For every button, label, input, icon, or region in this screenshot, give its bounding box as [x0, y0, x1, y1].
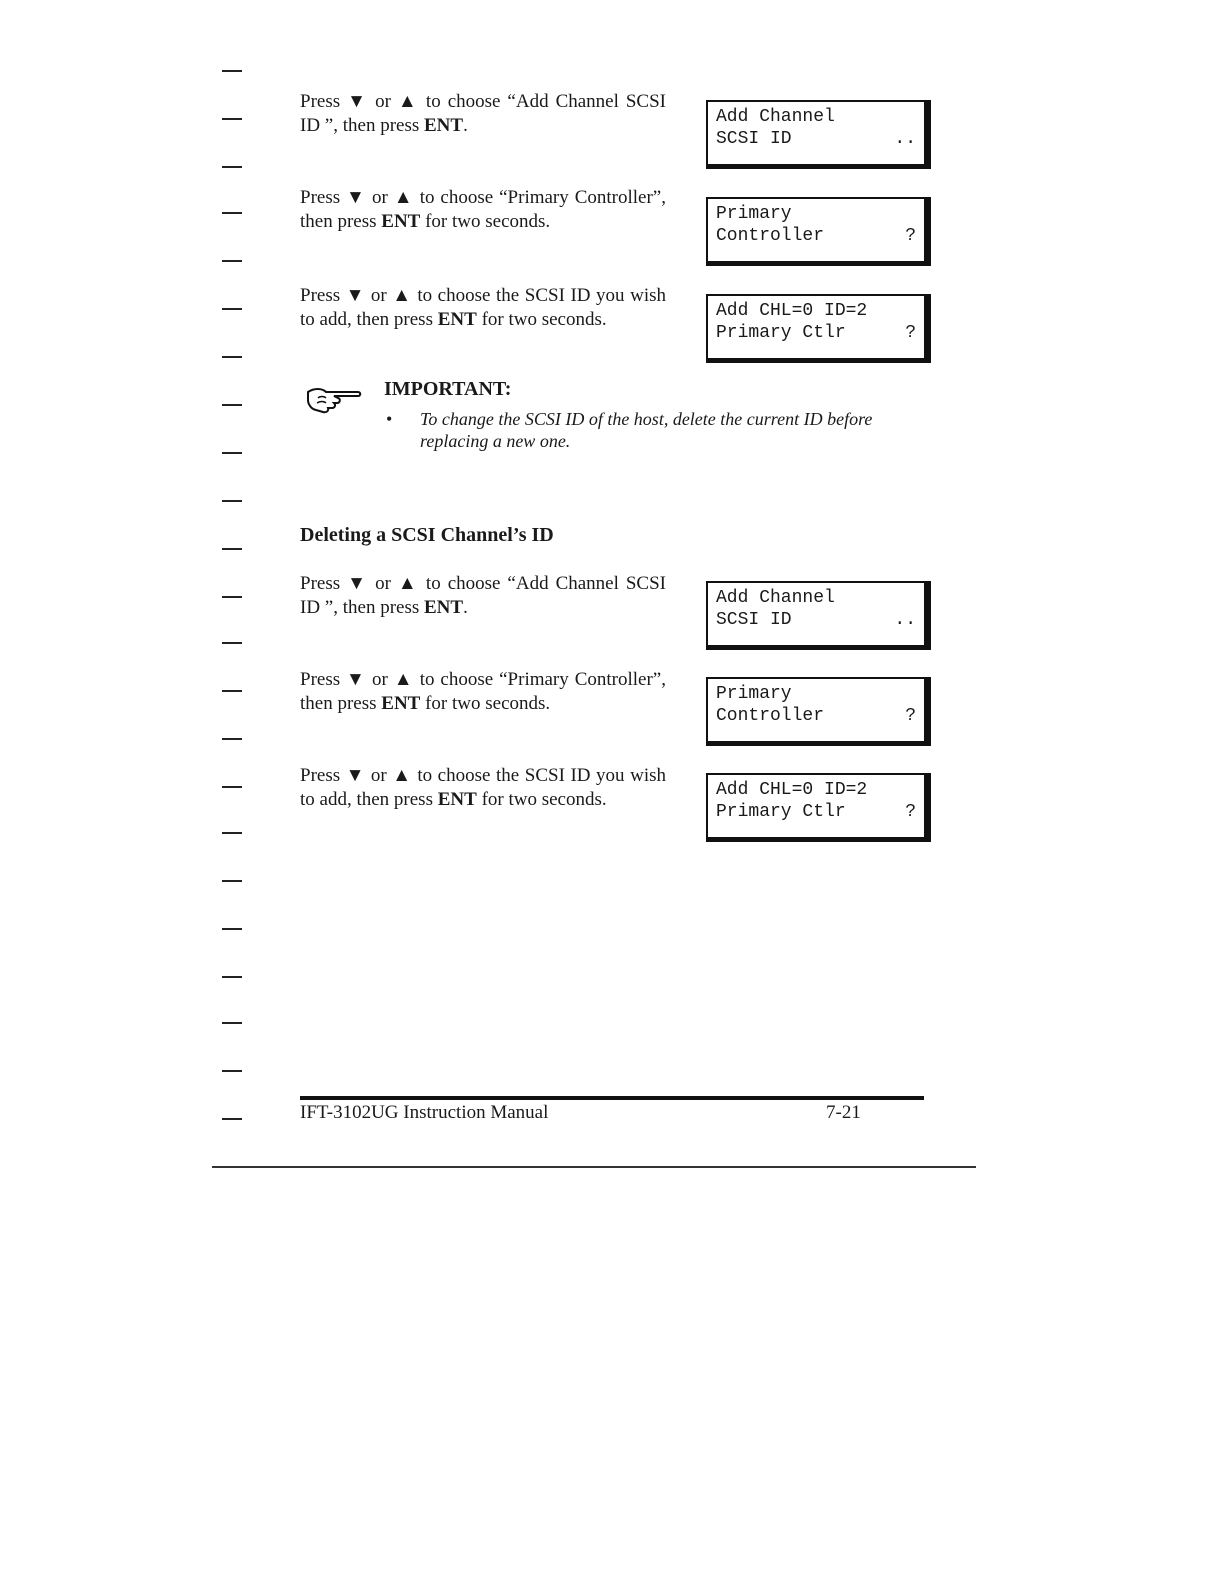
- step-text: Press ▼ or ▲ to choose “Add Channel SCSI ID ”, then press ENT.: [300, 573, 666, 618]
- margin-mark: [222, 70, 242, 72]
- margin-mark: [222, 548, 242, 550]
- margin-mark: [222, 356, 242, 358]
- margin-mark: [222, 1022, 242, 1024]
- step-text: Press ▼ or ▲ to choose “Primary Controller”, then press ENT for two seconds.: [300, 669, 666, 714]
- margin-mark: [222, 452, 242, 454]
- lcd-display: Primary Controller ?: [706, 677, 931, 746]
- step-text: Press ▼ or ▲ to choose “Add Channel SCSI ID ”, then press ENT.: [300, 91, 666, 136]
- lcd-display: Add Channel SCSI ID ..: [706, 100, 931, 169]
- margin-mark: [222, 690, 242, 692]
- margin-mark: [222, 738, 242, 740]
- footer-page-number: 7-21: [826, 1102, 861, 1123]
- step-text: Press ▼ or ▲ to choose the SCSI ID you wish to add, then press ENT for two seconds.: [300, 765, 666, 810]
- margin-mark: [222, 642, 242, 644]
- margin-mark: [222, 260, 242, 262]
- margin-mark: [222, 500, 242, 502]
- lcd-display: Add CHL=0 ID=2 Primary Ctlr ?: [706, 294, 931, 363]
- footer-rule: [300, 1096, 924, 1100]
- margin-mark: [222, 404, 242, 406]
- margin-mark: [222, 308, 242, 310]
- page-edge-rule: [212, 1166, 976, 1168]
- margin-mark: [222, 166, 242, 168]
- margin-mark: [222, 880, 242, 882]
- margin-mark: [222, 976, 242, 978]
- margin-mark: [222, 786, 242, 788]
- margin-mark: [222, 596, 242, 598]
- bullet-dot: •: [386, 409, 393, 429]
- margin-mark: [222, 212, 242, 214]
- pointing-hand-icon: [304, 384, 364, 416]
- section-heading: Deleting a SCSI Channel’s ID: [300, 524, 554, 546]
- lcd-display: Add CHL=0 ID=2 Primary Ctlr ?: [706, 773, 931, 842]
- important-text: To change the SCSI ID of the host, delete the current ID before replacing a new one.: [420, 409, 873, 451]
- margin-mark: [222, 118, 242, 120]
- margin-mark: [222, 1070, 242, 1072]
- important-title: IMPORTANT:: [384, 378, 512, 400]
- margin-mark: [222, 928, 242, 930]
- footer-manual-title: IFT-3102UG Instruction Manual: [300, 1102, 549, 1123]
- step-text: Press ▼ or ▲ to choose the SCSI ID you wish to add, then press ENT for two seconds.: [300, 285, 666, 330]
- lcd-display: Add Channel SCSI ID ..: [706, 581, 931, 650]
- margin-mark: [222, 832, 242, 834]
- margin-mark: [222, 1118, 242, 1120]
- step-text: Press ▼ or ▲ to choose “Primary Controller”, then press ENT for two seconds.: [300, 187, 666, 232]
- lcd-display: Primary Controller ?: [706, 197, 931, 266]
